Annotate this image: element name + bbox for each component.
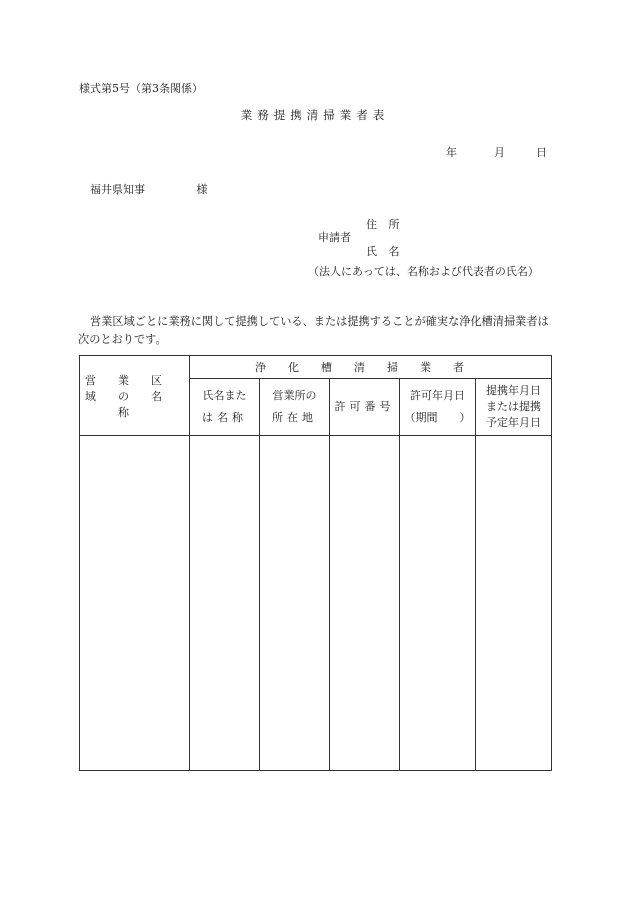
name-label: 氏 名	[366, 245, 404, 258]
form-number: 様式第5号（第3条関係）	[79, 82, 203, 95]
area-name-header: 営業区域の名称	[80, 356, 190, 436]
permit-date-header	[400, 379, 476, 436]
date-year: 年	[446, 146, 457, 159]
address-label: 住 所	[366, 218, 404, 231]
name-header-line1: 氏名また	[202, 389, 247, 402]
tieup-date-header	[476, 379, 552, 436]
cleaner-group-header: 浄化槽清掃業者	[190, 356, 552, 379]
name-header	[190, 379, 260, 436]
document-title: 業務提携清掃業者表	[240, 108, 390, 122]
permit-date-cell[interactable]	[400, 436, 476, 771]
area-name-cell[interactable]	[80, 436, 190, 771]
office-cell[interactable]	[260, 436, 330, 771]
name-cell[interactable]	[190, 436, 260, 771]
office-header-line2: 所在地	[272, 411, 317, 424]
representative-note: （法人にあっては、名称および代表者の氏名）	[308, 265, 539, 278]
permit-date-line1: 許可年月日	[410, 389, 465, 402]
applicant-label: 申請者	[318, 231, 351, 244]
statement-text: 営業区域ごとに業務に関して提携している、または提携することが確実な浄化槽清掃業者は次のとおりです。	[78, 315, 549, 346]
tieup-date-line3: 予定年月日	[486, 416, 542, 429]
business-table	[79, 355, 552, 771]
addressee	[90, 181, 208, 197]
office-header	[260, 379, 330, 436]
permit-date-line2: （期間 ）	[404, 411, 471, 424]
office-header-line1: 営業所の	[272, 389, 317, 402]
date-day: 日	[536, 146, 547, 159]
permit-number-header: 許可番号	[330, 379, 400, 436]
honorific: 様	[196, 183, 208, 196]
date-month: 月	[494, 146, 505, 159]
tieup-date-line1: 提携年月日	[486, 384, 542, 397]
name-header-line2: は名称	[202, 411, 247, 424]
tieup-date-cell[interactable]	[476, 436, 552, 771]
recipient: 福井県知事	[90, 183, 145, 196]
date-line	[446, 144, 547, 160]
tieup-date-line2: または提携	[486, 400, 542, 413]
permit-number-cell[interactable]	[330, 436, 400, 771]
